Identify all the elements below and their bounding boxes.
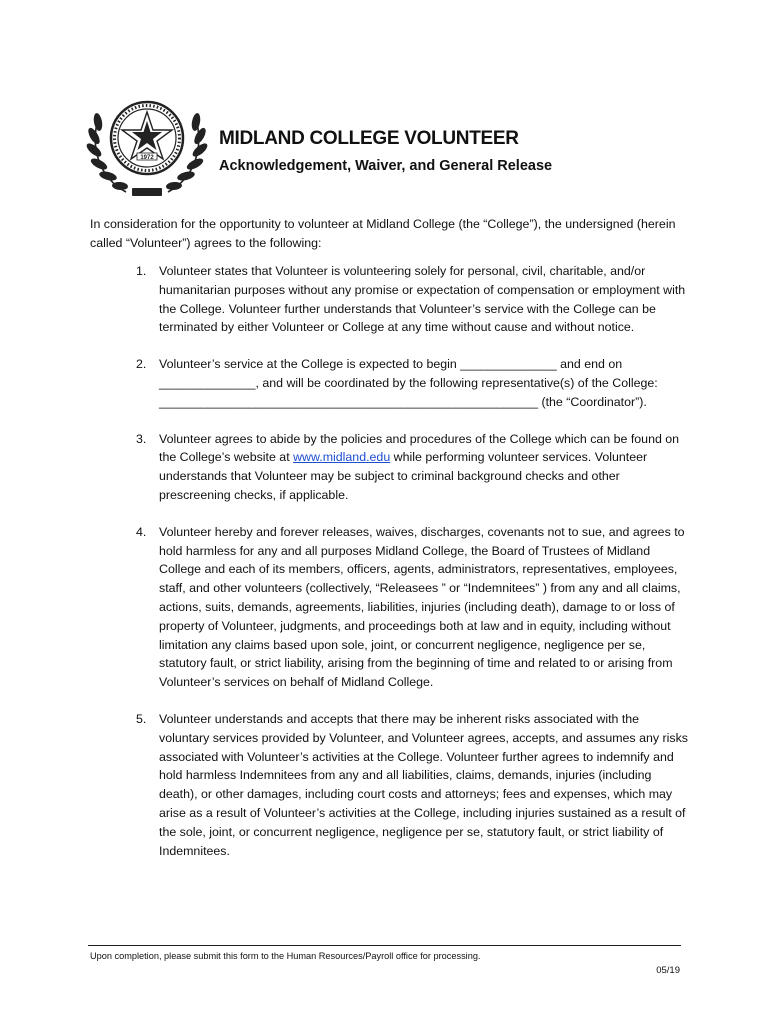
clause-text: Volunteer understands and accepts that there may be inherent risks associated with the voluntary services provided by Volunteer, and Volunteer agrees, accepts, and assumes any risks associated with Volunteer’s activities at the College. Volunteer further agrees to indemnify and hold harmless Indemnitees from any and all liabilities, claims, demands, injuries (including death), or other damages, including court costs and attorneys; fees and expenses, which may arise as a result of Volunteer’s activities at the College, including injuries sustained as a result of the sole, joint, or concurrent negligence, negligence per se, statutory fault, or strict liability of Indemnitees.: [159, 711, 688, 858]
page-title: MIDLAND COLLEGE VOLUNTEER: [219, 128, 519, 149]
footer-divider: [88, 945, 681, 946]
intro-paragraph: In consideration for the opportunity to volunteer at Midland College (the “College”), the undersigned (herein called “Volunteer”) agrees to the following:: [90, 217, 676, 250]
header: [219, 126, 552, 176]
page-subtitle: Acknowledgement, Waiver, and General Release: [219, 158, 553, 174]
list-item: [90, 430, 690, 505]
college-seal-icon: [86, 88, 208, 200]
clause-number: 4.: [136, 524, 147, 539]
revision-date: 05/19: [656, 965, 680, 976]
clause-text: Volunteer’s service at the College is expected to begin ______________ and end on ______________, and will be coordinated by the following representative(s) of the College: _______________________________________________________ (the “Coordinator”).: [159, 357, 658, 409]
clause-list: [90, 262, 690, 860]
seal-year: 1972: [140, 154, 154, 161]
clause-text: Volunteer hereby and forever releases, waives, discharges, covenants not to sue, and agrees to hold harmless for any and all purposes Midland College, the Board of Trustees of Midland College and each of its members, officers, agents, administrators, representatives, employees, staff, and other volunteers (collectively, “Releasees ” or “Indemnitees” ) from any and all claims, actions, suits, demands, agreements, liabilities, injuries (including death), damage to or loss of property of Volunteer, judgments, and proceedings both at law and in equity, including without limitation any claims based upon sole, joint, or concurrent negligence, negligence per se, statutory fault, or strict liability, arising from the beginning of time and related to or arising from Volunteer’s services on behalf of Midland College.: [159, 524, 685, 690]
clause-number: 1.: [136, 264, 147, 278]
clause-text: Volunteer agrees to abide by the policies and procedures of the College which can be found on the College’s website at: [159, 431, 680, 465]
list-item: [90, 710, 690, 860]
list-item: [90, 355, 690, 411]
clause-number: 3.: [136, 431, 147, 446]
clause-number: 2.: [136, 357, 147, 372]
clause-number: 5.: [136, 711, 147, 726]
website-link[interactable]: www.midland.edu: [293, 450, 391, 465]
footer-note: Upon completion, please submit this form to the Human Resources/Payroll office for processing.: [90, 951, 481, 961]
list-item: [90, 262, 690, 337]
list-item: [90, 523, 690, 692]
clause-text: while performing volunteer services. Volunteer understands that Volunteer may be subject to criminal background checks and other prescreening checks, if applicable.: [159, 450, 648, 502]
clause-text: Volunteer states that Volunteer is volunteering solely for personal, civil, charitable, and/or humanitarian purposes without any promise or expectation of compensation or employment with the College. Volunteer further understands that Volunteer’s service with the College can be terminated by either Volunteer or College at any time without cause and without notice.: [159, 264, 686, 335]
